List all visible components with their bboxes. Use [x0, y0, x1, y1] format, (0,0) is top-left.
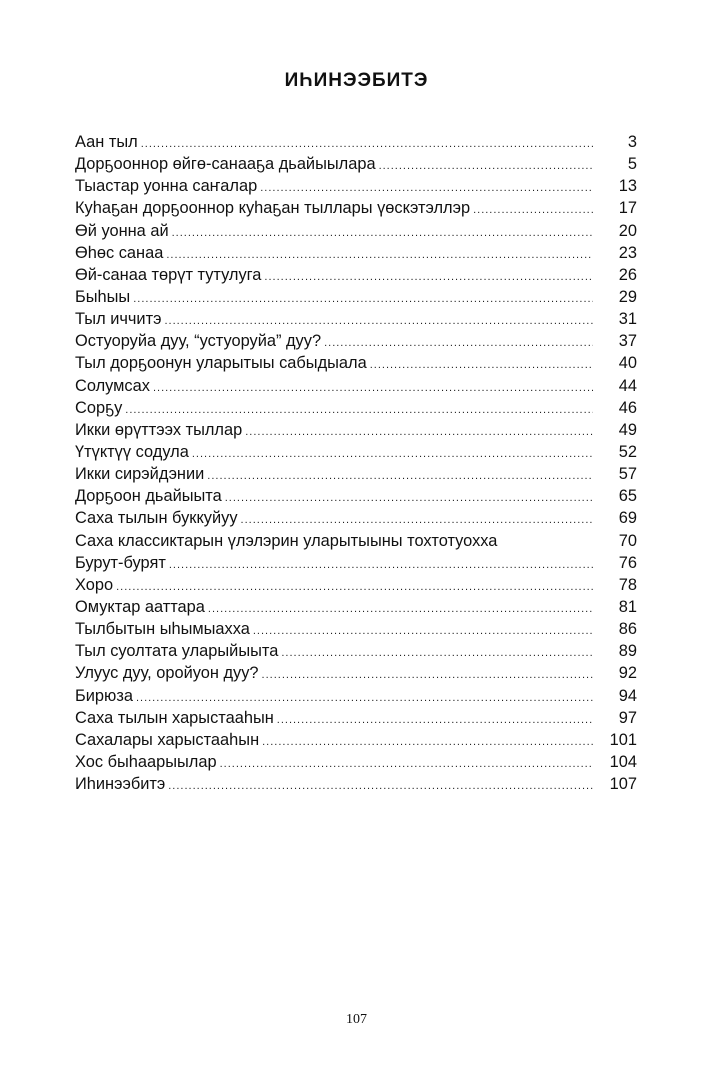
toc-entry-title: Дорҕоон дьайыыта — [75, 487, 222, 506]
dot-leader — [370, 354, 593, 376]
dot-leader — [166, 244, 593, 266]
dot-leader — [241, 509, 593, 531]
toc-entry-title: Икки сирэйдэнии — [75, 465, 205, 484]
toc-entry-page: 5 — [627, 155, 637, 174]
toc-entry-page: 44 — [618, 376, 637, 395]
toc-entry-page: 17 — [618, 199, 637, 218]
toc-entry — [75, 352, 637, 374]
toc-entry-title: Солумсах — [75, 376, 150, 395]
toc-entry-title: Быһыы — [75, 287, 131, 306]
toc-entry-title: Хос быһаарыылар — [75, 752, 217, 771]
toc-entry-title: Улуус дуу, оройуон дуу? — [75, 664, 259, 683]
toc-entry — [75, 397, 637, 419]
toc-entry-page: 76 — [618, 553, 637, 572]
toc-entry-page: 107 — [609, 775, 637, 794]
dot-leader — [264, 266, 593, 288]
toc-entry-page: 26 — [618, 265, 637, 284]
toc-entry-title: Өй-санаа төрүт тутулуга — [75, 265, 262, 284]
dot-leader — [208, 598, 593, 620]
toc-entry-title: Хоро — [75, 575, 114, 594]
toc-entry — [75, 330, 637, 352]
toc-entry-page: 31 — [618, 310, 637, 329]
toc-entry — [75, 463, 637, 485]
toc-entry-title: Куһаҕан дорҕооннор куһаҕан тыллары үөскэтэллэр — [75, 199, 471, 218]
dot-leader — [220, 753, 593, 775]
toc-entry — [75, 707, 637, 729]
toc-entry-title: Икки өрүттээх тыллар — [75, 420, 243, 439]
dot-leader — [379, 155, 593, 177]
toc-entry-title: Үтүктүү содула — [75, 442, 189, 461]
toc-entry-page: 46 — [618, 398, 637, 417]
toc-entry-title: Саха классиктарын үлэлэрин уларытыыны тохтотуохха — [75, 531, 498, 550]
dot-leader — [262, 664, 593, 686]
dot-leader — [324, 332, 593, 354]
toc-entry — [75, 751, 637, 773]
toc-entry-title: Тыастар уонна саҥалар — [75, 177, 258, 196]
toc-entry-page: 3 — [627, 133, 637, 151]
dot-leader — [260, 177, 593, 199]
dot-leader — [168, 775, 593, 797]
dot-leader — [192, 443, 593, 465]
toc-entry — [75, 419, 637, 441]
toc-entry — [75, 220, 637, 242]
toc-entry-page: 92 — [618, 664, 637, 683]
toc-entry-page: 78 — [618, 575, 637, 594]
toc-entry-page: 37 — [618, 332, 637, 351]
toc-entry-page: 86 — [618, 620, 637, 639]
dot-leader — [207, 465, 593, 487]
toc-entry-page: 70 — [618, 531, 637, 550]
dot-leader — [281, 642, 593, 664]
toc-entry — [75, 685, 637, 707]
page-title: ИҺИНЭЭБИТЭ — [284, 70, 429, 91]
toc-entry-page: 97 — [618, 708, 637, 727]
toc-entry-page: 57 — [618, 465, 637, 484]
toc-entry — [75, 507, 637, 529]
toc-entry — [75, 596, 637, 618]
toc-entry — [75, 773, 637, 795]
toc-entry-title: Иһинээбитэ — [75, 775, 166, 794]
dot-leader — [473, 199, 593, 221]
toc-entry-page: 13 — [618, 177, 637, 196]
dot-leader — [225, 487, 593, 509]
toc-entry — [75, 264, 637, 286]
toc-entry — [75, 197, 637, 219]
toc-entry-page: 20 — [618, 221, 637, 240]
toc-entry — [75, 308, 637, 330]
toc-entry — [75, 618, 637, 640]
dot-leader — [253, 620, 593, 642]
toc-entry-title: Саха тылын буккуйуу — [75, 509, 238, 528]
toc-entry-page: 40 — [618, 354, 637, 373]
toc-entry — [75, 175, 637, 197]
toc-entry — [75, 640, 637, 662]
toc-entry-page: 52 — [618, 442, 637, 461]
toc-entry — [75, 375, 637, 397]
dot-leader — [172, 222, 593, 244]
toc-entry — [75, 485, 637, 507]
dot-leader — [245, 421, 593, 443]
dot-leader — [164, 310, 593, 332]
toc-entry-title: Бирюза — [75, 686, 133, 705]
toc-entry-title: Сорҕу — [75, 398, 123, 417]
toc-entry-title: Тыл дорҕоонун уларытыы сабыдыала — [75, 354, 367, 373]
toc-entry-title: Тыл суолтата уларыйыыта — [75, 642, 279, 661]
toc-entry-page: 23 — [618, 243, 637, 262]
toc-entry-title: Өй уонна ай — [75, 221, 169, 240]
dot-leader — [136, 687, 593, 709]
toc-entry-page: 101 — [609, 730, 637, 749]
toc-entry-page: 104 — [609, 752, 637, 771]
dot-leader — [141, 133, 593, 155]
toc-entry-page: 81 — [618, 597, 637, 616]
dot-leader — [153, 377, 593, 399]
toc-entry — [75, 286, 637, 308]
toc-entry-page: 49 — [618, 420, 637, 439]
page-number: 107 — [346, 1012, 367, 1027]
toc-entry-page: 94 — [618, 686, 637, 705]
toc-entry-title: Өһөс санаа — [75, 243, 164, 262]
toc-entry-title: Бурут-бурят — [75, 553, 166, 572]
toc-entry-title: Саха тылын харыстааһын — [75, 708, 274, 727]
dot-leader — [262, 731, 593, 753]
toc-entry — [75, 441, 637, 463]
toc-entry-title: Сахалары харыстааһын — [75, 730, 260, 749]
toc-entry — [75, 552, 637, 574]
toc-entry-page: 89 — [618, 642, 637, 661]
toc-entry-page: 65 — [618, 487, 637, 506]
toc-entry-title: Аан тыл — [75, 133, 138, 151]
dot-leader — [133, 288, 593, 310]
toc-entry — [75, 662, 637, 684]
toc-entry-title: Омуктар ааттара — [75, 597, 205, 616]
toc-entry-title: Остуоруйа дуу, “устуоруйа” дуу? — [75, 332, 322, 351]
toc-entry — [75, 131, 637, 153]
dot-leader — [116, 576, 593, 598]
table-of-contents — [75, 131, 637, 795]
toc-entry — [75, 530, 637, 552]
toc-entry-title: Тылбытын ыһымыахха — [75, 620, 250, 639]
toc-entry — [75, 153, 637, 175]
dot-leader — [169, 554, 593, 576]
toc-entry — [75, 729, 637, 751]
toc-entry — [75, 574, 637, 596]
dot-leader — [277, 709, 593, 731]
toc-entry — [75, 242, 637, 264]
toc-entry-title: Дорҕоонноp өйгө-санааҕа дьайыылара — [75, 155, 376, 174]
toc-entry-page: 29 — [618, 287, 637, 306]
dot-leader — [125, 399, 593, 421]
toc-entry-title: Тыл иччитэ — [75, 310, 162, 329]
toc-entry-page: 69 — [618, 509, 637, 528]
